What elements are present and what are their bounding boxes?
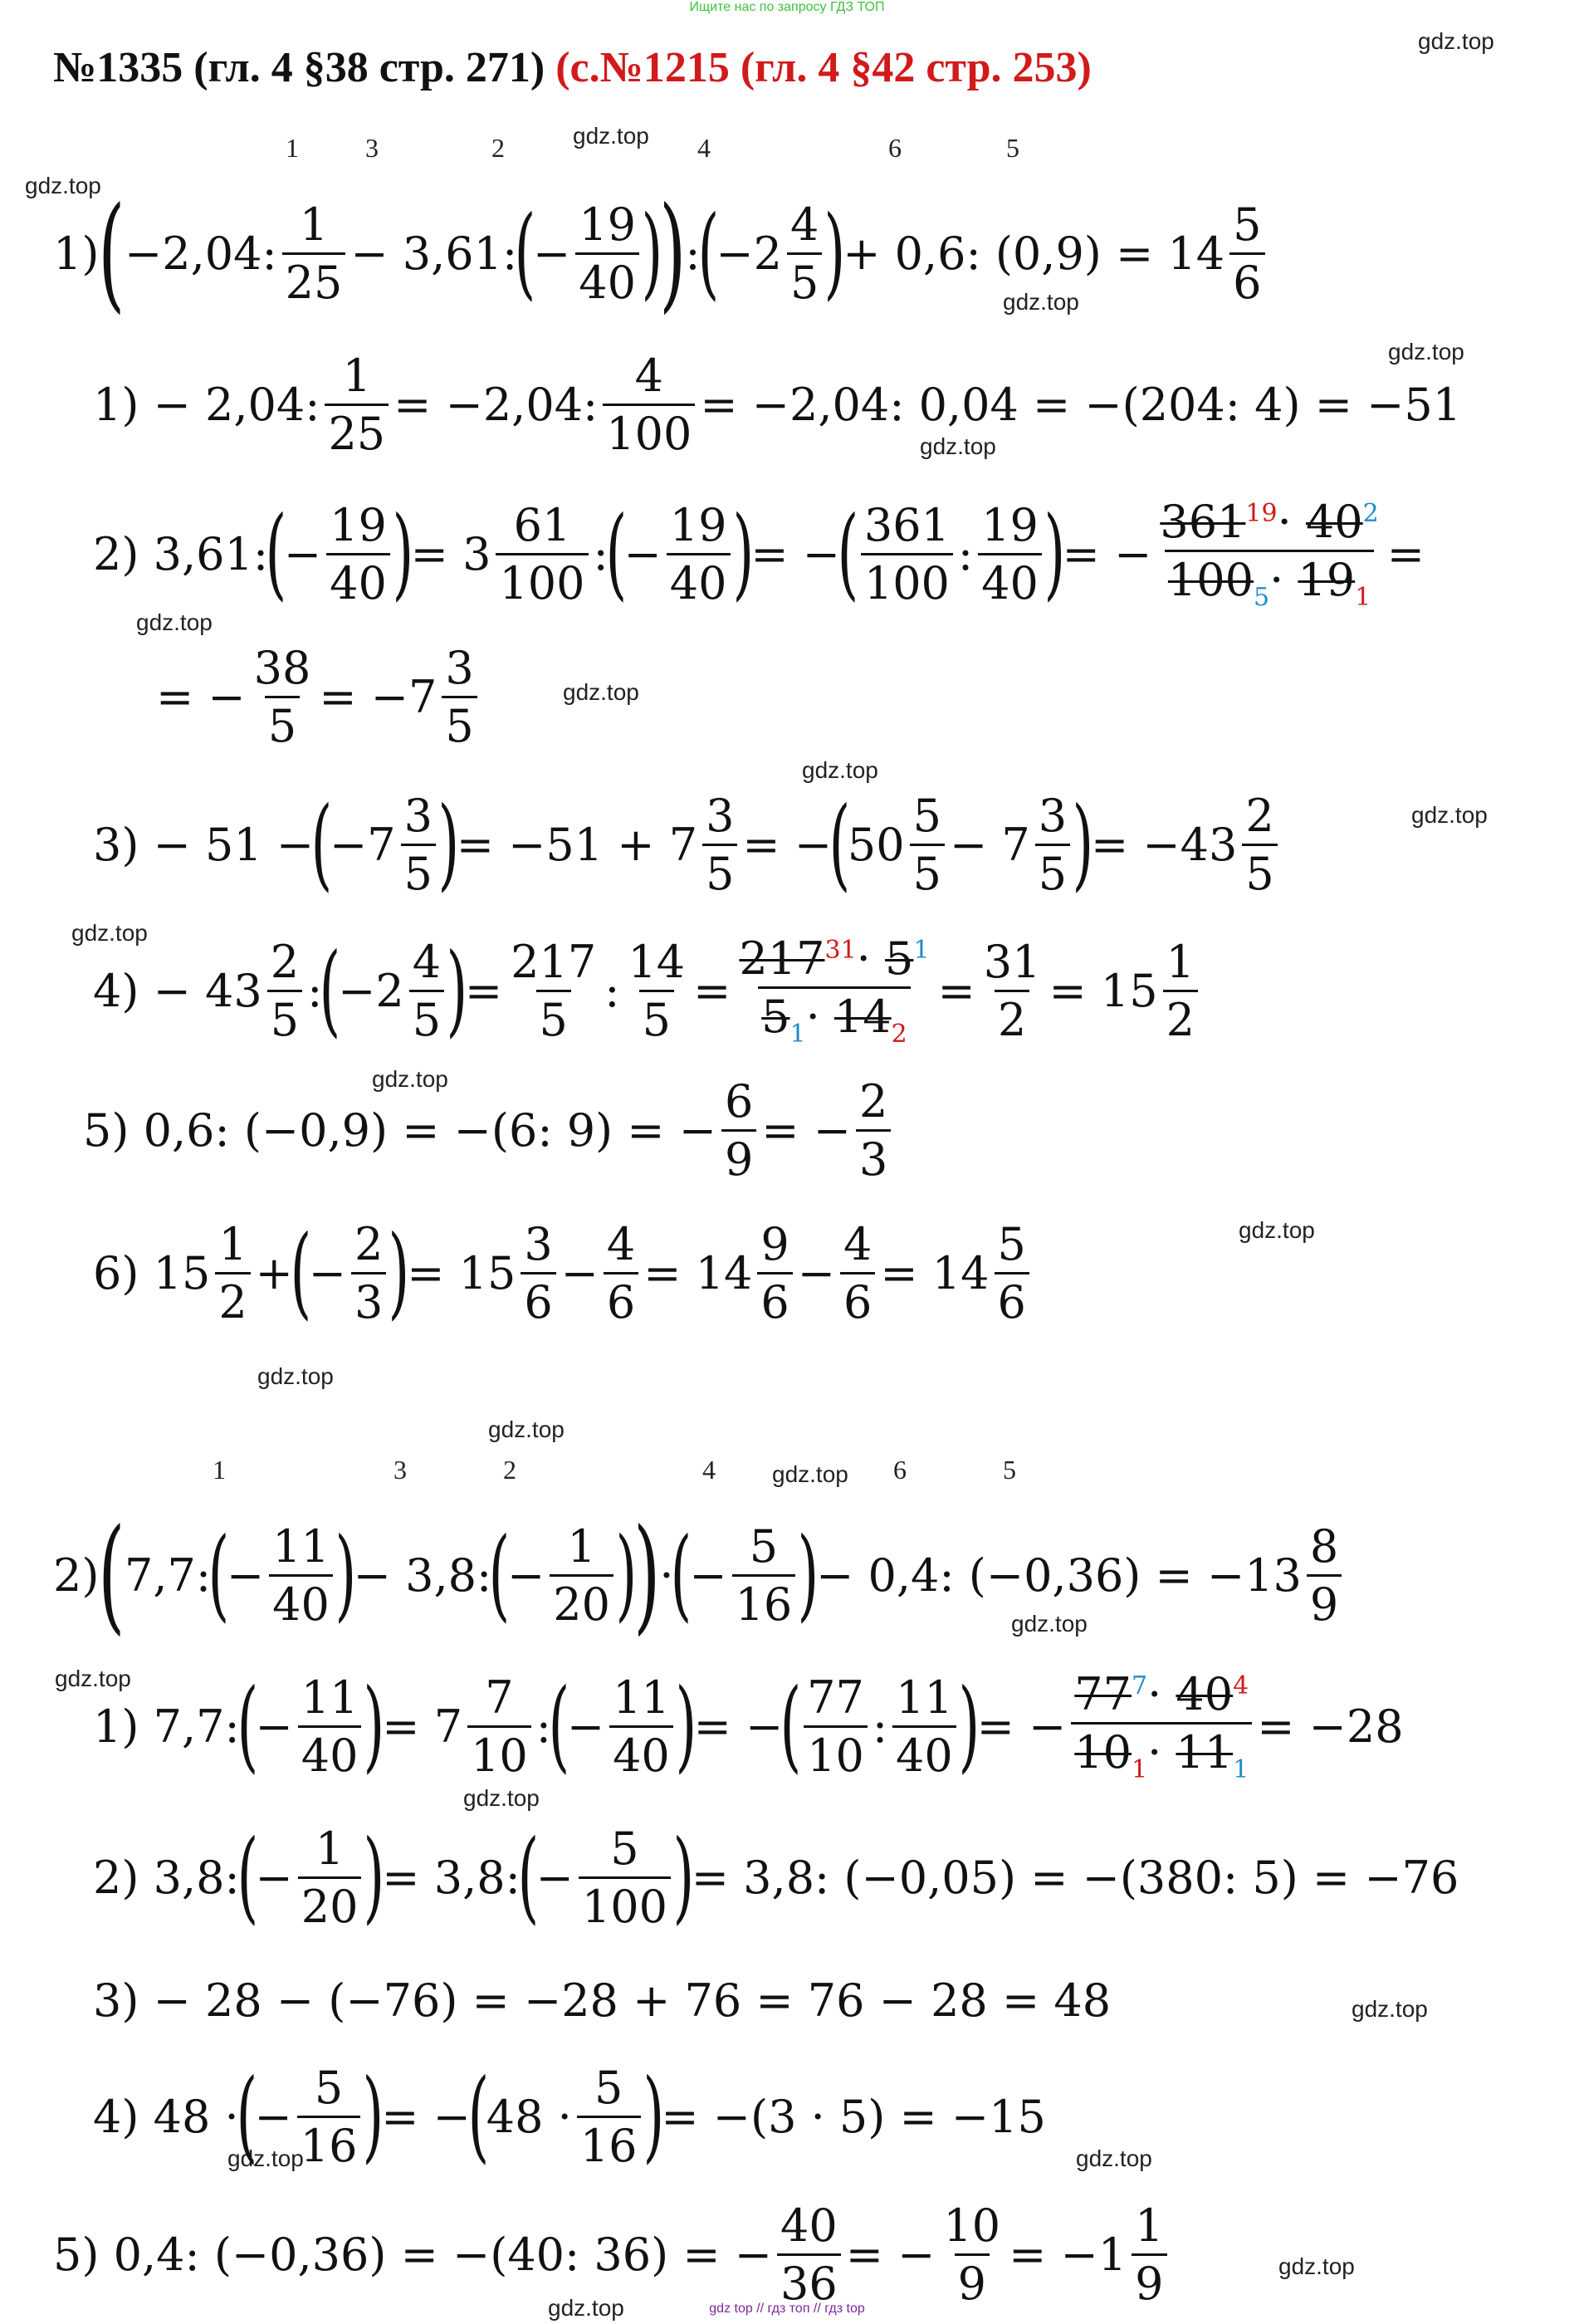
step-order: 3	[394, 1455, 407, 1485]
fraction: $\frac{5}{6}$	[1229, 198, 1264, 309]
footer-links[interactable]: gdz top // гдз топ // гдз top	[709, 2302, 865, 2316]
step-order: 5	[1003, 1455, 1016, 1485]
parenthesis: )	[1044, 496, 1066, 611]
parenthesis: )	[958, 1668, 980, 1783]
math-text: = 14	[880, 1246, 990, 1299]
math-text: =	[464, 964, 503, 1017]
fraction: $\frac{4}{5}$	[787, 198, 822, 309]
parenthesis: )	[446, 932, 468, 1048]
math-text: 6) 15	[93, 1246, 211, 1299]
parenthesis: )	[392, 496, 414, 611]
math-text: −7	[329, 818, 396, 871]
p2-step-3	[93, 1938, 1111, 2062]
fraction: $\frac{1}{20}$	[298, 1823, 362, 1933]
watermark: gdz.top	[1278, 2253, 1355, 2279]
math-text: = −	[976, 1700, 1067, 1753]
math-text: = −7	[319, 670, 437, 723]
parenthesis: (	[671, 1517, 692, 1632]
parenthesis: (	[467, 2058, 490, 2174]
fraction: $\frac{19}{40}$	[575, 198, 639, 309]
step-order: 1	[286, 133, 299, 163]
fraction: $\frac{14}{5}$	[628, 935, 686, 1046]
math-text: 1) − 2,04:	[93, 378, 320, 431]
parenthesis: (	[98, 181, 125, 325]
watermark: gdz.top	[920, 433, 996, 459]
math-text: = −2,04:	[394, 378, 599, 431]
p2-step-1	[93, 1664, 1404, 1788]
watermark: gdz.top	[1411, 802, 1488, 828]
parenthesis: )	[633, 1503, 661, 1647]
math-text: = 3,8:	[382, 1851, 521, 1904]
fraction: $\frac{217}{5}$	[511, 935, 597, 1046]
fraction: $\frac{2}{3}$	[856, 1075, 891, 1186]
math-text: 4) − 43	[93, 964, 262, 1017]
parenthesis: (	[829, 786, 851, 902]
parenthesis: )	[364, 1819, 385, 1935]
watermark: gdz.top	[573, 123, 649, 149]
math-text: −2	[716, 227, 783, 280]
parenthesis: (	[319, 932, 341, 1048]
fraction: $\frac{3}{5}$	[702, 790, 737, 900]
fraction: $\frac{11}{40}$	[298, 1671, 362, 1782]
watermark: gdz.top	[1388, 339, 1464, 365]
math-text: =	[937, 964, 975, 1017]
math-text: = −	[156, 670, 246, 723]
fraction: $\frac{77^7\cdot 40^4}{10_1\cdot 11_1}$	[1071, 1668, 1252, 1784]
fraction: $\frac{9}{6}$	[757, 1218, 792, 1328]
fraction: $\frac{3}{5}$	[1035, 790, 1070, 900]
watermark: gdz.top	[372, 1066, 448, 1092]
math-text: 1) 7,7:	[93, 1700, 240, 1753]
parenthesis: (	[236, 2058, 257, 2174]
parenthesis: (	[310, 786, 333, 902]
p2-step-5	[53, 2192, 1172, 2317]
step-4	[93, 928, 1203, 1053]
fraction: $\frac{5}{16}$	[732, 1520, 796, 1631]
math-text: = −	[1062, 527, 1152, 580]
step-2	[93, 492, 1425, 616]
watermark: gdz.top	[257, 1363, 334, 1389]
math-text: =	[1386, 527, 1425, 580]
step-5	[83, 1068, 896, 1192]
math-text: + 0,6: (0,9) = 14	[843, 227, 1225, 280]
math-text: = −	[750, 527, 841, 580]
math-text: −	[689, 1549, 727, 1602]
watermark: gdz.top	[71, 920, 148, 946]
math-text: − 3,8:	[353, 1549, 492, 1602]
fraction: $\frac{5}{16}$	[297, 2062, 361, 2172]
watermark: gdz.top	[563, 679, 639, 705]
fraction: $\frac{40}{36}$	[777, 2199, 841, 2310]
fraction: $\frac{4}{6}$	[840, 1218, 875, 1328]
parenthesis: (	[290, 1215, 312, 1330]
fraction: $\frac{217^{31}\cdot 5^1}{5_1\cdot 14_2}$	[739, 932, 930, 1049]
watermark: gdz.top	[1418, 28, 1494, 54]
math-text: 48 ·	[486, 2090, 572, 2143]
math-text: = 7	[382, 1700, 463, 1753]
fraction: $\frac{4}{6}$	[604, 1218, 638, 1328]
parenthesis: (	[237, 1668, 258, 1783]
math-text: 2)	[53, 1549, 100, 1602]
fraction: $\frac{31}{2}$	[983, 935, 1041, 1046]
math-text: = −	[845, 2228, 936, 2281]
step-order: 2	[491, 133, 505, 163]
fraction: $\frac{1}{2}$	[1163, 936, 1198, 1046]
math-text: :	[593, 527, 609, 580]
fraction: $\frac{11}{40}$	[269, 1520, 333, 1631]
p2-step-4	[93, 2054, 1046, 2179]
step-6	[93, 1211, 1034, 1335]
parenthesis: (	[488, 1517, 511, 1632]
math-text: :	[307, 964, 323, 1017]
fraction: $\frac{2}{5}$	[1242, 790, 1277, 900]
math-text: 4) 48 ·	[93, 2090, 239, 2143]
math-text: 3) − 51 −	[93, 818, 315, 871]
math-text: −	[535, 1851, 574, 1904]
step-order: 6	[893, 1455, 907, 1485]
watermark: gdz.top	[136, 609, 213, 635]
fraction: $\frac{19}{40}$	[326, 499, 390, 609]
step-2-continued	[156, 634, 482, 759]
math-text: 7,7:	[124, 1549, 212, 1602]
math-text: − 0,4: (−0,36) = −13	[816, 1549, 1302, 1602]
watermark: gdz.top	[1003, 289, 1079, 315]
step-order: 4	[702, 1455, 716, 1485]
fraction: $\frac{7}{10}$	[467, 1671, 531, 1782]
p2-step-2	[93, 1815, 1459, 1940]
fraction: $\frac{19}{40}$	[667, 499, 731, 609]
fraction: $\frac{1}{25}$	[325, 350, 389, 460]
math-text: = −(3 · 5) = −15	[661, 2090, 1046, 2143]
math-text: −	[308, 1246, 346, 1299]
watermark: gdz.top	[1076, 2145, 1152, 2171]
parenthesis: (	[237, 1819, 258, 1935]
fraction: $\frac{11}{40}$	[892, 1671, 956, 1782]
math-text: −	[506, 1549, 545, 1602]
math-text: −	[623, 527, 662, 580]
fraction: $\frac{2}{5}$	[267, 936, 302, 1046]
parenthesis: (	[265, 496, 287, 611]
watermark: gdz.top	[772, 1461, 848, 1487]
fraction: $\frac{4}{100}$	[603, 350, 695, 460]
parenthesis: )	[335, 1517, 357, 1632]
fraction: $\frac{3}{5}$	[401, 790, 436, 900]
fraction: $\frac{77}{10}$	[804, 1671, 868, 1782]
exercise-number: №1335 (гл. 4 §38 стр. 271)	[53, 44, 545, 91]
parenthesis: )	[364, 1668, 385, 1783]
watermark: gdz.top	[25, 173, 101, 198]
problem-2-expression	[53, 1503, 1347, 1647]
parenthesis: (	[837, 496, 859, 611]
math-text: = −	[742, 818, 833, 871]
watermark: gdz.top	[227, 2145, 304, 2171]
fraction: $\frac{61}{100}$	[496, 499, 588, 609]
fraction: $\frac{5}{100}$	[579, 1823, 671, 1933]
math-text: :	[604, 964, 620, 1017]
math-text: 2) 3,8:	[93, 1851, 240, 1904]
fraction: $\frac{361}{100}$	[861, 499, 953, 609]
fraction: $\frac{1}{2}$	[215, 1218, 250, 1328]
parenthesis: )	[615, 1517, 638, 1632]
watermark: gdz.top	[1352, 1996, 1428, 2022]
step-3	[93, 782, 1283, 907]
fraction: $\frac{8}{9}$	[1307, 1520, 1342, 1631]
parenthesis: (	[208, 1517, 230, 1632]
watermark: gdz.top	[1239, 1217, 1315, 1243]
math-text: −	[566, 1700, 605, 1753]
math-text: = −	[693, 1700, 784, 1753]
fraction: $\frac{3}{6}$	[521, 1218, 555, 1328]
fraction: $\frac{1}{25}$	[282, 198, 346, 309]
math-text: −	[254, 2090, 292, 2143]
fraction: $\frac{5}{16}$	[577, 2062, 641, 2172]
math-text: = −28	[1257, 1700, 1404, 1753]
math-text: = 3,8: (−0,05) = −(380: 5) = −76	[691, 1851, 1459, 1904]
watermark: gdz.top	[463, 1785, 540, 1811]
math-text: −	[560, 1246, 599, 1299]
math-text: :	[685, 227, 701, 280]
alt-exercise-number: (с.№1215 (гл. 4 §42 стр. 253)	[555, 44, 1092, 91]
fraction: $\frac{38}{5}$	[253, 641, 311, 752]
parenthesis: )	[675, 1668, 697, 1783]
watermark: gdz.top	[488, 1416, 565, 1442]
parenthesis: (	[514, 195, 536, 311]
watermark: gdz.top	[1011, 1611, 1088, 1637]
math-text: − 7	[950, 818, 1030, 871]
parenthesis: (	[697, 195, 719, 311]
fraction: $\frac{5}{5}$	[910, 790, 945, 900]
parenthesis: )	[437, 786, 460, 902]
parenthesis: )	[643, 2058, 664, 2174]
math-text: −2,04:	[124, 227, 277, 280]
parenthesis: (	[605, 496, 628, 611]
parenthesis: (	[780, 1668, 802, 1783]
fraction: $\frac{19}{40}$	[978, 499, 1042, 609]
parenthesis: )	[362, 2058, 384, 2174]
step-order: 4	[697, 133, 711, 163]
math-text: −	[533, 227, 571, 280]
math-text: :	[535, 1700, 551, 1753]
math-text: −	[797, 1246, 836, 1299]
math-text: −2	[338, 964, 404, 1017]
fraction: $\frac{4}{5}$	[409, 936, 444, 1046]
math-text: = 3	[410, 527, 491, 580]
step-order: 6	[888, 133, 902, 163]
step-1	[93, 342, 1461, 467]
step-order: 1	[213, 1455, 226, 1485]
math-text: 2) 3,61:	[93, 527, 269, 580]
problem-1-expression	[53, 181, 1270, 325]
math-text: 3) − 28 − (−76) = −28 + 76 = 76 − 28 = 48	[93, 1974, 1112, 2027]
math-text: ·	[659, 1549, 674, 1602]
math-text: = 15	[407, 1246, 516, 1299]
step-order: 2	[503, 1455, 516, 1485]
math-text: = −	[381, 2090, 471, 2143]
math-text: 50	[847, 818, 905, 871]
fraction: $\frac{6}{9}$	[721, 1075, 756, 1186]
math-text: − 3,61:	[350, 227, 518, 280]
fraction: $\frac{361^{19}\cdot 40^2}{100_5\cdot 19_1}$	[1160, 496, 1379, 612]
parenthesis: )	[672, 1819, 695, 1935]
math-text: :	[957, 527, 974, 580]
parenthesis: )	[659, 181, 687, 325]
parenthesis: (	[548, 1668, 570, 1783]
parenthesis: )	[732, 496, 754, 611]
math-text: 1)	[53, 227, 100, 280]
math-text: = −2,04: 0,04 = −(204: 4) = −51	[700, 378, 1462, 431]
watermark: gdz.top	[548, 2295, 624, 2321]
math-text: 5) 0,4: (−0,36) = −(40: 36) = −	[53, 2228, 773, 2281]
math-text: = 14	[643, 1246, 753, 1299]
math-text: −	[283, 527, 322, 580]
search-banner: Ищите нас по запросу ГДЗ ТОП	[689, 0, 885, 14]
parenthesis: (	[517, 1819, 540, 1935]
step-order: 5	[1006, 133, 1019, 163]
fraction: $\frac{10}{9}$	[943, 2199, 1001, 2310]
parenthesis: )	[641, 195, 663, 311]
fraction: $\frac{2}{3}$	[351, 1218, 386, 1328]
math-text: = −43	[1090, 818, 1238, 871]
fraction: $\frac{11}{40}$	[609, 1671, 673, 1782]
math-text: = −	[761, 1103, 851, 1157]
math-text: +	[255, 1246, 293, 1299]
watermark: gdz.top	[802, 757, 878, 783]
fraction: $\frac{1}{20}$	[550, 1520, 613, 1631]
watermark: gdz.top	[55, 1666, 131, 1691]
fraction: $\frac{3}{5}$	[442, 642, 477, 752]
math-text: −	[255, 1700, 293, 1753]
parenthesis: (	[98, 1503, 125, 1647]
parenthesis: )	[1072, 786, 1094, 902]
math-text: −	[255, 1851, 293, 1904]
math-text: = −51 + 7	[456, 818, 698, 871]
parenthesis: )	[388, 1215, 410, 1330]
parenthesis: )	[797, 1517, 819, 1632]
fraction: $\frac{1}{9}$	[1132, 2199, 1166, 2310]
fraction: $\frac{5}{6}$	[995, 1218, 1029, 1328]
math-text: −	[226, 1549, 265, 1602]
math-text: 5) 0,6: (−0,9) = −(6: 9) = −	[83, 1103, 716, 1157]
math-text: = −1	[1009, 2228, 1127, 2281]
parenthesis: )	[824, 195, 846, 311]
math-text: = 15	[1049, 964, 1158, 1017]
math-text: :	[872, 1700, 888, 1753]
math-text: =	[693, 964, 731, 1017]
step-order: 3	[365, 133, 379, 163]
page-title	[53, 43, 1092, 92]
